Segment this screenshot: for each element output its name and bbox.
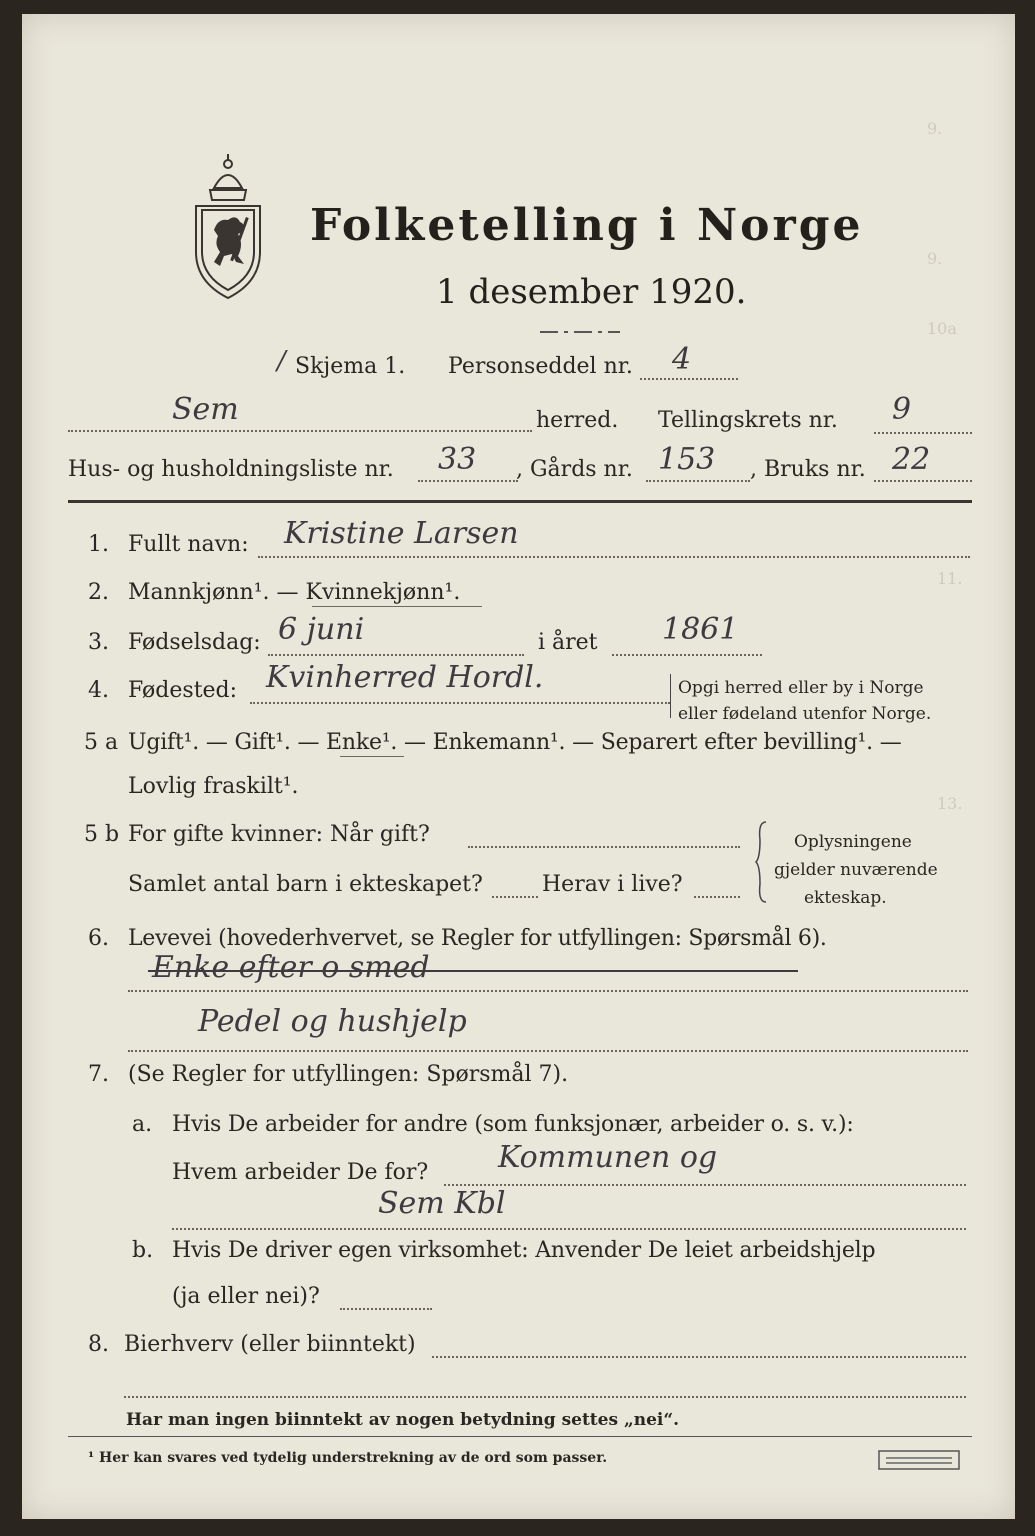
- birth-day-value: 6 juni: [278, 612, 365, 647]
- tellingskrets-line: [874, 432, 972, 434]
- q8-number: 8.: [88, 1332, 109, 1357]
- q1-line: [258, 556, 970, 558]
- title-ornament: [540, 328, 620, 336]
- printer-stamp-icon: [878, 1450, 960, 1470]
- personseddel-label: Personseddel nr.: [448, 354, 633, 379]
- employer-value-2: Sem Kbl: [378, 1186, 506, 1221]
- bleed-through-text: 9.: [927, 119, 943, 138]
- tick-mark: /: [277, 346, 286, 376]
- q5a-number: 5 a: [84, 730, 119, 755]
- q5b-married-line: [468, 846, 740, 848]
- q8-line2: [124, 1396, 966, 1398]
- hus-value: 33: [438, 442, 477, 477]
- q7a-line-a: [444, 1184, 966, 1186]
- form-title: Folketelling i Norge: [310, 200, 864, 251]
- bruks-line: [874, 480, 972, 482]
- q4-number: 4.: [88, 678, 109, 703]
- footnote: ¹ Her kan svares ved tydelig understrekning av de ord som passer.: [88, 1450, 608, 1466]
- hus-label: Hus- og husholdningsliste nr.: [68, 457, 394, 482]
- enke-underline: [340, 756, 404, 757]
- q3-year-label: i året: [538, 630, 598, 655]
- q2-label: Mannkjønn¹. — Kvinnekjønn¹.: [128, 580, 461, 605]
- q7a-line1: Hvis De arbeider for andre (som funksjonær, arbeider o. s. v.):: [172, 1112, 854, 1137]
- q7-label: (Se Regler for utfyllingen: Spørsmål 7).: [128, 1062, 569, 1087]
- skjema-label: Skjema 1.: [295, 354, 406, 379]
- herred-value: Sem: [172, 392, 239, 427]
- birth-year-value: 1861: [662, 612, 739, 647]
- tellingskrets-label: Tellingskrets nr.: [658, 408, 838, 433]
- q5b-children-line: [492, 896, 538, 898]
- bleed-through-text: 13.: [937, 794, 963, 813]
- tellingskrets-value: 9: [892, 392, 912, 427]
- q8-label: Bierhverv (eller biinntekt): [124, 1332, 416, 1357]
- q7a-line2: Hvem arbeider De for?: [172, 1160, 429, 1185]
- q6-line1: [128, 990, 968, 992]
- q6-line2: [128, 1050, 968, 1052]
- personseddel-line: [640, 378, 738, 380]
- q7b-line: [340, 1308, 432, 1310]
- personseddel-value: 4: [672, 342, 692, 377]
- hus-line: [418, 480, 518, 482]
- q4-note-line1: Opgi herred eller by i Norge: [678, 678, 924, 698]
- birthplace-value: Kvinherred Hordl.: [266, 660, 544, 695]
- q5b-line2a: Samlet antal barn i ekteskapet?: [128, 872, 483, 897]
- bleed-through-text: 10a: [927, 319, 957, 338]
- q3-label: Fødselsdag:: [128, 630, 261, 655]
- q4-line: [250, 702, 670, 704]
- q3-day-line: [268, 654, 524, 656]
- q5a-line1: Ugift¹. — Gift¹. — Enke¹. — Enkemann¹. — Separert efter bevilling¹. —: [128, 730, 902, 755]
- census-form: [22, 14, 1015, 1519]
- q7a-line-b: [172, 1228, 966, 1230]
- employer-value-1: Kommunen og: [498, 1140, 718, 1175]
- q8-line1: [432, 1356, 966, 1358]
- q7b-letter: b.: [132, 1238, 154, 1263]
- q7b-line2: (ja eller nei)?: [172, 1284, 320, 1309]
- occupation-value: Pedel og hushjelp: [198, 1004, 467, 1039]
- bleed-through-text: 9.: [927, 249, 943, 268]
- q7b-line1: Hvis De driver egen virksomhet: Anvender De leiet arbeidshjelp: [172, 1238, 876, 1263]
- q6-number: 6.: [88, 926, 109, 951]
- footer-rule: [68, 1436, 972, 1437]
- gards-label: , Gårds nr.: [516, 457, 633, 482]
- bruks-value: 22: [892, 442, 931, 477]
- q3-year-line: [612, 654, 762, 656]
- bruks-label: , Bruks nr.: [750, 457, 866, 482]
- full-name-value: Kristine Larsen: [284, 516, 519, 551]
- q5b-line2b: Herav i live?: [542, 872, 683, 897]
- q1-number: 1.: [88, 532, 109, 557]
- q6-label: Levevei (hovederhvervet, se Regler for utfyllingen: Spørsmål 6).: [128, 926, 827, 951]
- q5b-note-line2: gjelder nuværende: [774, 860, 938, 880]
- q4-label: Fødested:: [128, 678, 238, 703]
- bleed-through-text: 11.: [937, 569, 963, 588]
- q2-number: 2.: [88, 580, 109, 605]
- q5b-line1: For gifte kvinner: Når gift?: [128, 822, 430, 847]
- q3-number: 3.: [88, 630, 109, 655]
- q7-number: 7.: [88, 1062, 109, 1087]
- q4-note-line2: eller fødeland utenfor Norge.: [678, 704, 932, 724]
- q5b-brace: [754, 820, 770, 904]
- herred-label: herred.: [536, 408, 619, 433]
- q5b-number: 5 b: [84, 822, 120, 847]
- section-rule: [68, 500, 972, 503]
- gards-value: 153: [658, 442, 716, 477]
- q8-note: Har man ingen biinntekt av nogen betydning settes „nei“.: [126, 1410, 680, 1430]
- q4-note-bracket: [670, 674, 671, 718]
- gards-line: [646, 480, 750, 482]
- form-date: 1 desember 1920.: [436, 272, 747, 312]
- strike-through-line: [148, 970, 798, 972]
- kvinnekjonn-underline: [312, 606, 482, 607]
- q7a-letter: a.: [132, 1112, 153, 1137]
- herred-line: [68, 430, 532, 432]
- q5b-alive-line: [694, 896, 740, 898]
- coat-of-arms-icon: [188, 152, 268, 302]
- q5a-line2: Lovlig fraskilt¹.: [128, 774, 299, 799]
- occupation-struck-value: Enke efter o smed: [152, 950, 430, 985]
- q5b-note-line1: Oplysningene: [794, 832, 912, 852]
- q1-label: Fullt navn:: [128, 532, 249, 557]
- q5b-note-line3: ekteskap.: [804, 888, 887, 908]
